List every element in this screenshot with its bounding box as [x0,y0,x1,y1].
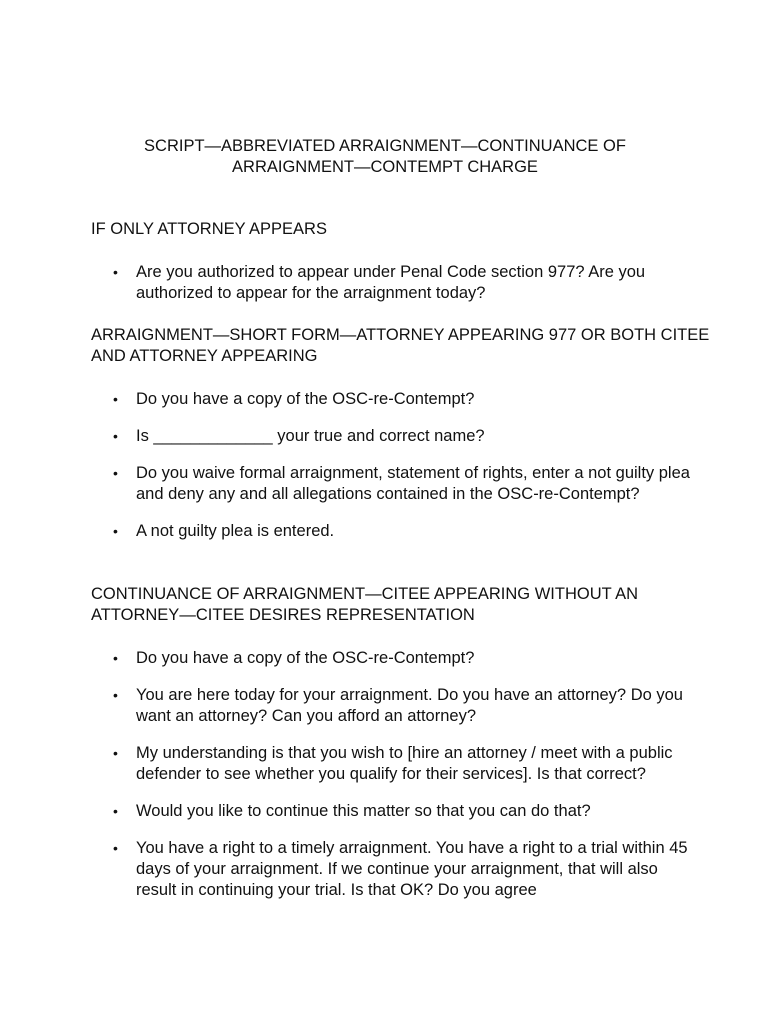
bullet-icon: • [113,465,118,481]
list-item [113,648,693,669]
section-heading-short-form: ARRAIGNMENT—SHORT FORM—ATTORNEY APPEARING 977 OR BOTH CITEE AND ATTORNEY APPEARING [91,326,710,365]
section-list-short-form [113,389,693,542]
list-item [113,521,693,542]
section-list-attorney-only [113,262,693,304]
list-item-text: Do you waive formal arraignment, statement of rights, enter a not guilty plea and deny any and all allegations contained in the OSC-re-Contempt? [136,464,690,503]
title-line-1: SCRIPT—ABBREVIATED ARRAIGNMENT—CONTINUANCE OF [144,137,626,155]
bullet-icon: • [113,687,118,703]
list-item [113,463,693,505]
list-item-text: You are here today for your arraignment. Do you have an attorney? Do you want an attorney? Can you afford an attorney? [136,686,683,725]
list-item [113,426,693,447]
bullet-icon: • [113,391,118,407]
bullet-icon: • [113,745,118,761]
list-item-text: Would you like to continue this matter so that you can do that? [136,802,591,820]
list-item [113,389,693,410]
list-item [113,801,693,822]
list-item [113,262,693,304]
list-item [113,743,693,785]
bullet-icon: • [113,803,118,819]
bullet-icon: • [113,650,118,666]
list-item-text: Do you have a copy of the OSC-re-Contempt? [136,390,475,408]
document-title [0,136,770,178]
list-item-text: Are you authorized to appear under Penal Code section 977? Are you authorized to appear for the arraignment today? [136,263,646,302]
list-item [113,838,693,901]
list-item-text: Is _____________ your true and correct name? [136,427,485,445]
list-item-text: My understanding is that you wish to [hire an attorney / meet with a public defender to see whether you qualify for their services]. Is that correct? [136,744,673,783]
bullet-icon: • [113,523,118,539]
bullet-icon: • [113,840,118,856]
list-item-text: Do you have a copy of the OSC-re-Contempt? [136,649,475,667]
bullet-icon: • [113,264,118,280]
list-item [113,685,693,727]
list-item-text: You have a right to a timely arraignment. You have a right to a trial within 45 days of your arraignment. If we continue your arraignment, that will also result in continuing your trial. Is that OK? Do you agree [136,839,688,899]
section-heading-continuance: CONTINUANCE OF ARRAIGNMENT—CITEE APPEARING WITHOUT AN ATTORNEY—CITEE DESIRES REPRESENTATION [91,585,638,624]
section-heading-attorney-only: IF ONLY ATTORNEY APPEARS [91,220,327,238]
bullet-icon: • [113,428,118,444]
section-list-continuance [113,648,693,901]
title-line-2: ARRAIGNMENT—CONTEMPT CHARGE [232,158,538,176]
list-item-text: A not guilty plea is entered. [136,522,335,540]
